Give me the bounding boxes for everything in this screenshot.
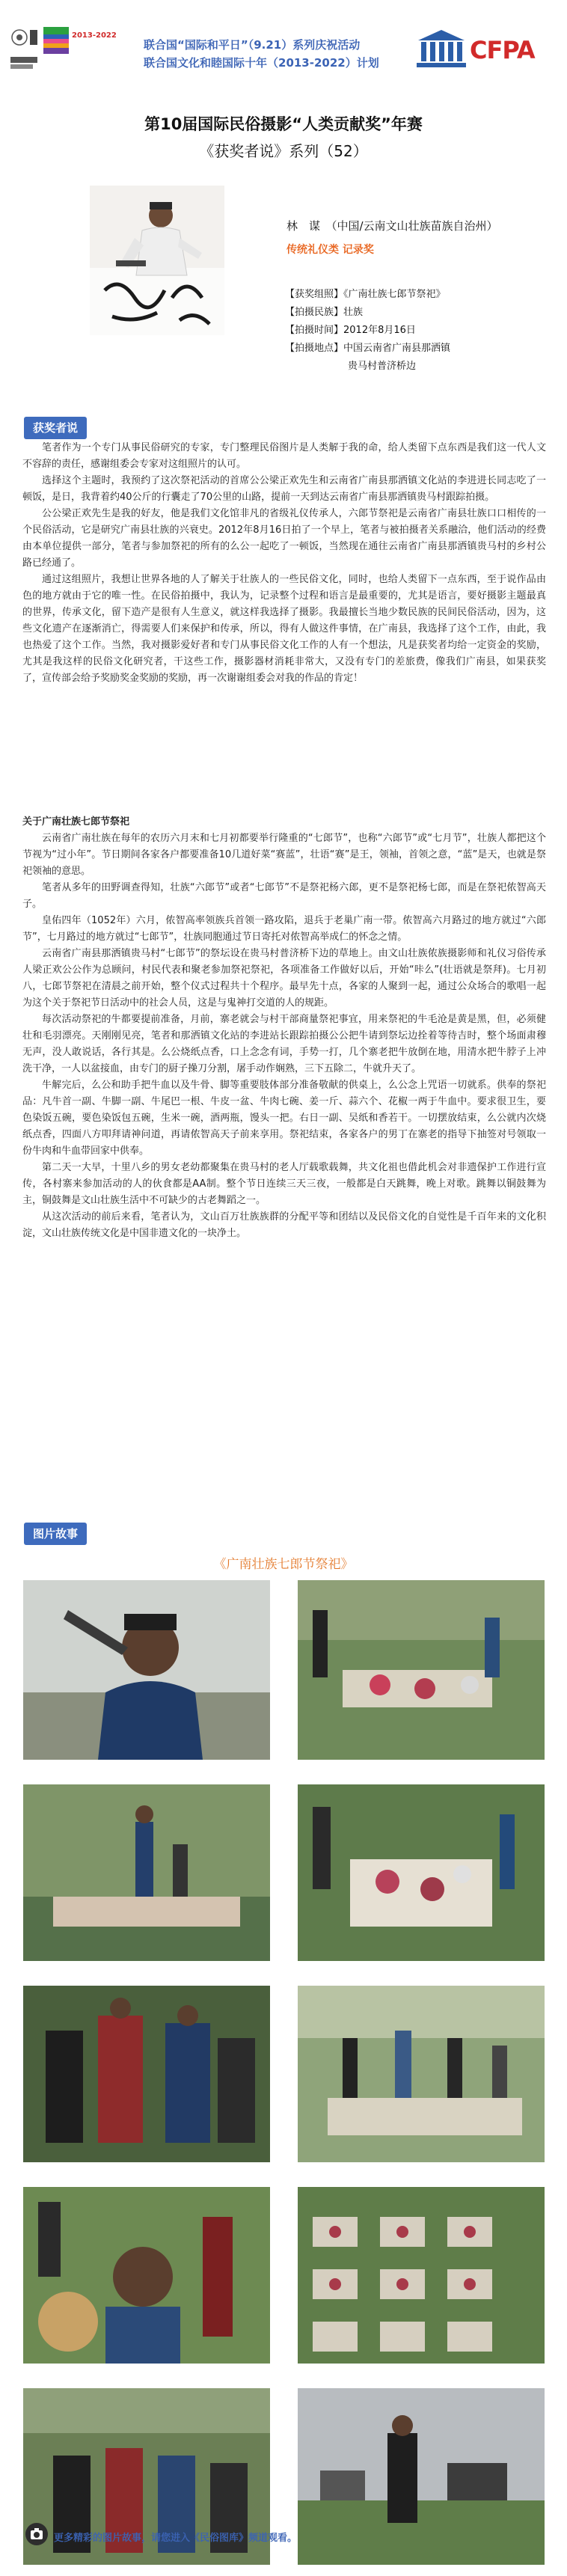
info-row — [285, 322, 450, 340]
about-heading: 关于广南壮族七郎节祭祀 — [22, 816, 130, 827]
story-photo — [298, 1580, 545, 1760]
cfpa-logo: CFPA — [470, 36, 535, 64]
paragraph: 笔者从多年的田野调查得知，壮族“六郎节”或者“七郎节”不是祭祀杨六郎，更不是祭祀杨七郎，而是在祭祀侬智高天子。 — [22, 882, 546, 910]
story-photo — [23, 2187, 270, 2364]
paragraph: 笔者作为一个专门从事民俗研究的专家，专门整理民俗图片是人类解于我的命，给人类留下点东西是我们这一代人文不容辞的责任，感谢组委会专家对这组照片的认可。 — [22, 442, 546, 470]
paragraph: 通过这组照片，我想让世界各地的人了解关于壮族人的一些民俗文化，同时，也给人类留下一点东西，至于说作品由色的地方就由于它的唯一性。在民俗拍摄中，我认为，记录整个过程和语言是最重要的，尤其是语言，要好摄影主题最真的世界，传承文化，留下造产是很有人生意义，就这样我选择了摄影。我最擅长当地少数民族的民间民俗活动，因为，这些文化遗产在逐渐消亡，得需要人们来保护和传承，所以，得有人做这件事情，在广南县，我选择了这个工作，由此，我也热爱了这个工作。当然，我对摄影爱好者和专门从事民俗文化工作的人有一个想法，凡是获奖者均给一定资金的奖励，尤其是我这样的民俗文化研究者，干这些工作，摄影器材消耗非常大，又没有专门的差旅费，像我们广南县，如果获奖了，宣传部会给予奖励奖金奖励的奖励，再一次谢谢组委会对我的作品的肯定！ — [22, 574, 546, 684]
header-text — [144, 36, 379, 72]
article-body — [22, 440, 546, 687]
paragraph: 第二天一大早，十里八乡的男女老幼都聚集在贵马村的老人厅载歌载舞，共文化祖也借此机会对非遗保护工作进行宣传，各村寨来参加活动的人的伙食都是AA制。整个节日连续三天三夜，一般都是白天跳舞，晚上对歌。跳舞以铜鼓舞为主，铜鼓舞是文山壮族生活中不可缺少的古老舞蹈之一。 — [22, 1162, 546, 1206]
footer-link[interactable]: 更多精彩的图片故事，请您进入《民俗图库》频道观看。 — [54, 2533, 298, 2544]
header-line-2: 联合国文化和睦国际十年（2013-2022）计划 — [144, 56, 379, 70]
info-block — [285, 286, 450, 376]
info-value: 壮族 — [343, 307, 364, 318]
info-value: 2012年8月16日 — [343, 325, 416, 336]
paragraph: 牛解完后，么公和助手把牛血以及牛骨、脚等重要肢体部分准备敬献的供桌上，么公念上咒语一切就系。供奉的祭祀品：凡牛首一副、牛脚一副、牛尾巴一根、牛皮一盆、牛肉七碗、姜一斤、蒜六个、花椒一两于牛血中。要求很卫生，要色染饭五碗，要色染饭包五碗，生米一碗，酒两瓶，馒头一把。右日一副、吴纸和香若干。一切摆放结束，么公就内次烧纸点香，四面八方叩拜请神问道，再请侬智高天子前来享用。祭祀结束，各家各户的男丁在寨老的指导下抽签对号领取一份牛肉和牛血带回家中供奉。 — [22, 1080, 546, 1157]
info-row — [285, 286, 450, 304]
info-row — [285, 304, 450, 322]
paragraph: 选择这个主题时，我预约了这次祭祀活动的首席公公梁正欢先生和云南省广南县那洒镇文化站的李进进长同志吃了一顿饭，是日，我背着约40公斤的行囊走了70公里的山路，提前一天到达云南省广南县那洒镇贵马村跟踪拍摄。 — [22, 475, 546, 503]
page-title: 第10届国际民俗摄影“人类贡献奖”年赛 — [144, 115, 423, 133]
info-row — [285, 340, 450, 358]
photographer-name: 林 谋 （中国/云南文山壮族苗族自治州） — [286, 219, 498, 233]
info-value: 《广南壮族七郎节祭祀》 — [343, 289, 446, 300]
story-photo — [23, 1580, 270, 1760]
story-photo — [298, 2187, 545, 2364]
story-photo — [23, 1784, 270, 1961]
info-value: 中国云南省广南县那洒镇 — [343, 343, 451, 354]
info-label: 【拍摄时间】 — [285, 325, 344, 336]
info-label: 【拍摄地点】 — [285, 343, 344, 354]
info-label: 【获奖组照】 — [285, 289, 344, 300]
story-photo — [298, 1784, 545, 1961]
paragraph: 云南省广南县那洒镇贵马村“七郎节”的祭坛设在贵马村普济桥下边的草地上。由文山壮族侬族摄影师和礼仪习俗传承人梁正欢公公作为总顾问，村民代表和聚老参加祭祀祭祀，各项准备工作做好以后，开始“咔么”(壮语就是祭拜)。七月初八，七郎节祭祀在清晨之前开始，整个仪式过程共十个程序。最早先十点，各家的人聚到一起，通过公众场合的歌唱一起为这个关于祭祀节日活动中的社会人员，这是与鬼神打交道的人的规距。 — [22, 948, 546, 1009]
paragraph: 皇佑四年（1052年）六月，侬智高率领族兵首领一路攻陷，退兵于老巢广南一带。侬智高六月路过的地方就过“六郎节”，七月路过的地方就过“七郎节”，壮族同胞通过节日寄托对侬智高举成仁的怀念之情。 — [22, 915, 546, 943]
about-section — [22, 814, 546, 1242]
info-value: 贵马村普济桥边 — [348, 361, 417, 372]
paragraph: 每次活动祭祀的牛都要提前准备，月前，寨老就会与村干部商量祭祀事宜，用来祭祀的牛毛沧是黄是黑，但，必须健壮和毛羽漂亮。天刚刚见亮，笔者和那洒镇文化站的李进站长跟踪拍摄公公把牛请到祭坛边拴着等待吉时，整个场面肃穆无声，没人敢说话，各行其是。么公烧纸点香，口上念念有词，手势一打，几个寨老把牛放倒在地，用清水把牛脖子上冲洗干净，一人以盆接血，由专门的厨子操刀分割，屠手动作娴熟，三下五除二，牛就升天了。 — [22, 1014, 546, 1074]
photo-story-title: 《广南壮族七郎节祭祀》 — [213, 1557, 354, 1572]
photographer-portrait — [90, 186, 224, 335]
info-label: 【拍摄民族】 — [285, 307, 344, 318]
camera-icon — [25, 2523, 48, 2545]
section-badge-winner-says: 获奖者说 — [24, 417, 87, 439]
section-badge-photo-story: 图片故事 — [24, 1523, 87, 1545]
logo-years: 2013-2022 — [72, 31, 117, 40]
story-photo — [298, 1986, 545, 2162]
header-line-1: 联合国“国际和平日”（9.21）系列庆祝活动 — [144, 38, 361, 52]
story-photo — [23, 1986, 270, 2162]
paragraph: 从这次活动的前后来看，笔者认为，文山百万壮族族群的分配平等和团结以及民俗文化的自觉性是千百年来的文化积淀，文山壮族传统文化是中国非遗文化的一块净土。 — [22, 1211, 546, 1239]
paragraph: 云南省广南壮族在每年的农历六月末和七月初都要举行隆重的“七郎节”，也称“六郎节”或“七月节”，壮族人都把这个节视为“过小年”。节日期间各家各户都要准备10几道好菜“赛蓝”，壮语“赛”是王，领袖，首领之意，“蓝”是天，也就是祭祀领袖的意思。 — [22, 833, 546, 877]
info-row — [285, 358, 450, 376]
paragraph: 公公梁正欢先生是我的好友，他是我们文化馆非凡的省级礼仪传承人，六郎节祭祀是云南省广南县壮族口口相传的一个民俗活动，它是研究广南县壮族的兴衰史。2012年8月16日拍了一个早上，笔者与被拍摄者关系融洽，他们活动的经费由本单位提供一部分，笔者与参加祭祀的所有的么公一起吃了一顿饭，当然现在通往云南省广南县那洒镇贵马村的乡村公路已经通了。 — [22, 508, 546, 569]
story-photo — [298, 2388, 545, 2565]
organizer-logos — [10, 25, 70, 78]
page-subtitle: 《获奖者说》系列（52） — [199, 142, 368, 160]
unesco-logo — [415, 28, 468, 73]
award-category: 传统礼仪类 记录奖 — [286, 244, 374, 256]
